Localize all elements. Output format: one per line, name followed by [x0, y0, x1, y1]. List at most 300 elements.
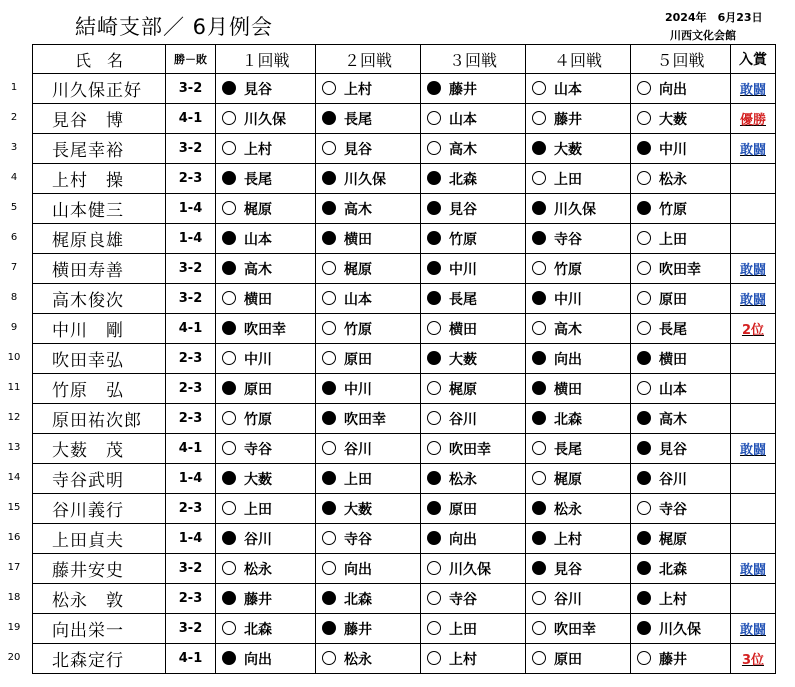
- row-number: 6: [10, 232, 18, 243]
- opponent-name: 竹原: [244, 412, 272, 428]
- opponent-name: 谷川: [659, 472, 687, 488]
- opponent-name: 大薮: [659, 112, 687, 128]
- opponent-name: 高木: [449, 142, 477, 158]
- award-cell: [731, 104, 776, 134]
- opponent-name: 原田: [449, 502, 477, 518]
- opponent-name: 谷川: [449, 412, 477, 428]
- row-number: 8: [10, 292, 18, 303]
- opponent-name: 川久保: [244, 112, 286, 128]
- win-loss-record: 2-3: [166, 374, 216, 404]
- row-number: 9: [10, 322, 18, 333]
- round-5-result: [631, 104, 731, 134]
- table-row: [33, 404, 776, 434]
- loss-mark-icon: [637, 171, 651, 185]
- round-2-result: [316, 74, 421, 104]
- round-2-result: [316, 104, 421, 134]
- row-number: 2: [10, 112, 18, 123]
- table-row: [33, 74, 776, 104]
- player-name: 藤井安史: [33, 554, 166, 584]
- opponent-name: 山本: [554, 82, 582, 98]
- loss-mark-icon: [427, 321, 441, 335]
- opponent-name: 高木: [344, 202, 372, 218]
- win-loss-record: 1-4: [166, 194, 216, 224]
- award-label: 敢闘: [739, 83, 766, 98]
- opponent-name: 原田: [659, 292, 687, 308]
- win-loss-record: 4-1: [166, 314, 216, 344]
- opponent-name: 長尾: [554, 442, 582, 458]
- opponent-name: 藤井: [659, 652, 687, 668]
- win-mark-icon: [427, 531, 441, 545]
- opponent-name: 高木: [659, 412, 687, 428]
- row-number: 3: [10, 142, 18, 153]
- loss-mark-icon: [427, 441, 441, 455]
- opponent-name: 高木: [244, 262, 272, 278]
- round-2-result: [316, 644, 421, 674]
- opponent-name: 谷川: [344, 442, 372, 458]
- win-mark-icon: [637, 621, 651, 635]
- loss-mark-icon: [322, 291, 336, 305]
- loss-mark-icon: [637, 261, 651, 275]
- round-2-result: [316, 584, 421, 614]
- row-number: 7: [10, 262, 18, 273]
- win-mark-icon: [532, 231, 546, 245]
- loss-mark-icon: [322, 441, 336, 455]
- round-5-result: [631, 284, 731, 314]
- round-3-result: [421, 524, 526, 554]
- table-row: [33, 644, 776, 674]
- win-mark-icon: [222, 591, 236, 605]
- round-5-result: [631, 404, 731, 434]
- opponent-name: 川久保: [449, 562, 491, 578]
- col-header-name: 氏 名: [33, 45, 166, 74]
- opponent-name: 向出: [244, 652, 272, 668]
- opponent-name: 見谷: [449, 202, 477, 218]
- win-mark-icon: [322, 471, 336, 485]
- opponent-name: 川久保: [659, 622, 701, 638]
- round-1-result: [216, 524, 316, 554]
- opponent-name: 中川: [244, 352, 272, 368]
- player-name: 北森定行: [33, 644, 166, 674]
- round-1-result: [216, 74, 316, 104]
- round-4-result: [526, 314, 631, 344]
- round-1-result: [216, 644, 316, 674]
- win-loss-record: 2-3: [166, 584, 216, 614]
- win-mark-icon: [322, 501, 336, 515]
- loss-mark-icon: [322, 531, 336, 545]
- player-name: 梶原良雄: [33, 224, 166, 254]
- round-2-result: [316, 614, 421, 644]
- col-header-round-5: ５回戦: [631, 45, 731, 74]
- win-loss-record: 3-2: [166, 284, 216, 314]
- round-5-result: [631, 314, 731, 344]
- row-number: 16: [7, 532, 21, 543]
- opponent-name: 竹原: [344, 322, 372, 338]
- row-number: 10: [7, 352, 21, 363]
- table-row: [33, 494, 776, 524]
- opponent-name: 中川: [449, 262, 477, 278]
- round-4-result: [526, 554, 631, 584]
- loss-mark-icon: [532, 81, 546, 95]
- loss-mark-icon: [322, 561, 336, 575]
- round-1-result: [216, 284, 316, 314]
- loss-mark-icon: [532, 441, 546, 455]
- opponent-name: 寺谷: [659, 502, 687, 518]
- opponent-name: 上村: [659, 592, 687, 608]
- opponent-name: 原田: [344, 352, 372, 368]
- round-4-result: [526, 524, 631, 554]
- row-number: 13: [7, 442, 21, 453]
- player-name: 谷川義行: [33, 494, 166, 524]
- round-2-result: [316, 344, 421, 374]
- opponent-name: 大薮: [344, 502, 372, 518]
- round-2-result: [316, 554, 421, 584]
- round-5-result: [631, 134, 731, 164]
- opponent-name: 長尾: [659, 322, 687, 338]
- win-loss-record: 4-1: [166, 104, 216, 134]
- round-5-result: [631, 164, 731, 194]
- round-2-result: [316, 134, 421, 164]
- loss-mark-icon: [637, 291, 651, 305]
- loss-mark-icon: [637, 81, 651, 95]
- round-5-result: [631, 434, 731, 464]
- round-5-result: [631, 254, 731, 284]
- player-name: 向出栄一: [33, 614, 166, 644]
- award-cell: [731, 74, 776, 104]
- round-3-result: [421, 284, 526, 314]
- award-label: 優勝: [739, 113, 766, 128]
- opponent-name: 横田: [554, 382, 582, 398]
- win-mark-icon: [322, 201, 336, 215]
- loss-mark-icon: [427, 591, 441, 605]
- loss-mark-icon: [322, 261, 336, 275]
- opponent-name: 上村: [244, 142, 272, 158]
- loss-mark-icon: [222, 351, 236, 365]
- win-mark-icon: [532, 141, 546, 155]
- round-5-result: [631, 194, 731, 224]
- player-name: 竹原 弘: [33, 374, 166, 404]
- round-4-result: [526, 284, 631, 314]
- round-3-result: [421, 104, 526, 134]
- player-name: 山本健三: [33, 194, 166, 224]
- row-number: 11: [7, 382, 21, 393]
- round-4-result: [526, 164, 631, 194]
- col-header-round-3: ３回戦: [421, 45, 526, 74]
- round-1-result: [216, 104, 316, 134]
- award-cell: [731, 584, 776, 614]
- round-1-result: [216, 404, 316, 434]
- round-3-result: [421, 344, 526, 374]
- opponent-name: 川久保: [344, 172, 386, 188]
- opponent-name: 竹原: [449, 232, 477, 248]
- opponent-name: 藤井: [554, 112, 582, 128]
- win-mark-icon: [427, 171, 441, 185]
- round-5-result: [631, 614, 731, 644]
- player-name: 横田寿善: [33, 254, 166, 284]
- loss-mark-icon: [532, 591, 546, 605]
- opponent-name: 長尾: [244, 172, 272, 188]
- opponent-name: 向出: [449, 532, 477, 548]
- round-4-result: [526, 584, 631, 614]
- opponent-name: 見谷: [554, 562, 582, 578]
- award-cell: [731, 434, 776, 464]
- loss-mark-icon: [222, 411, 236, 425]
- table-row: [33, 194, 776, 224]
- loss-mark-icon: [427, 621, 441, 635]
- opponent-name: 藤井: [344, 622, 372, 638]
- award-label: 2位: [741, 323, 765, 338]
- loss-mark-icon: [322, 141, 336, 155]
- win-loss-record: 3-2: [166, 254, 216, 284]
- round-3-result: [421, 194, 526, 224]
- row-number: 4: [10, 172, 18, 183]
- win-mark-icon: [427, 291, 441, 305]
- win-mark-icon: [637, 561, 651, 575]
- opponent-name: 梶原: [344, 262, 372, 278]
- win-mark-icon: [532, 531, 546, 545]
- win-loss-record: 1-4: [166, 224, 216, 254]
- win-mark-icon: [532, 381, 546, 395]
- opponent-name: 見谷: [244, 82, 272, 98]
- round-3-result: [421, 494, 526, 524]
- round-3-result: [421, 464, 526, 494]
- opponent-name: 山本: [244, 232, 272, 248]
- opponent-name: 北森: [344, 592, 372, 608]
- win-mark-icon: [637, 531, 651, 545]
- win-mark-icon: [322, 411, 336, 425]
- loss-mark-icon: [222, 141, 236, 155]
- player-name: 長尾幸裕: [33, 134, 166, 164]
- loss-mark-icon: [322, 321, 336, 335]
- row-number: 1: [10, 82, 18, 93]
- loss-mark-icon: [532, 261, 546, 275]
- win-loss-record: 3-2: [166, 614, 216, 644]
- opponent-name: 山本: [344, 292, 372, 308]
- award-label: 敢闘: [739, 623, 766, 638]
- round-3-result: [421, 254, 526, 284]
- win-mark-icon: [222, 651, 236, 665]
- opponent-name: 寺谷: [244, 442, 272, 458]
- loss-mark-icon: [532, 471, 546, 485]
- round-1-result: [216, 164, 316, 194]
- award-label: 敢闘: [739, 263, 766, 278]
- round-1-result: [216, 194, 316, 224]
- win-loss-record: 3-2: [166, 74, 216, 104]
- loss-mark-icon: [427, 141, 441, 155]
- round-2-result: [316, 524, 421, 554]
- win-mark-icon: [637, 201, 651, 215]
- opponent-name: 藤井: [449, 82, 477, 98]
- round-3-result: [421, 374, 526, 404]
- round-1-result: [216, 134, 316, 164]
- loss-mark-icon: [322, 81, 336, 95]
- opponent-name: 中川: [659, 142, 687, 158]
- win-mark-icon: [222, 471, 236, 485]
- round-3-result: [421, 584, 526, 614]
- opponent-name: 藤井: [244, 592, 272, 608]
- round-1-result: [216, 434, 316, 464]
- player-name: 松永 敦: [33, 584, 166, 614]
- win-mark-icon: [322, 111, 336, 125]
- opponent-name: 北森: [244, 622, 272, 638]
- round-3-result: [421, 314, 526, 344]
- table-row: [33, 554, 776, 584]
- round-4-result: [526, 494, 631, 524]
- win-mark-icon: [427, 201, 441, 215]
- opponent-name: 上田: [554, 172, 582, 188]
- award-cell: [731, 134, 776, 164]
- opponent-name: 大薮: [244, 472, 272, 488]
- win-mark-icon: [222, 231, 236, 245]
- round-1-result: [216, 554, 316, 584]
- loss-mark-icon: [222, 501, 236, 515]
- opponent-name: 大薮: [449, 352, 477, 368]
- loss-mark-icon: [322, 351, 336, 365]
- win-loss-record: 2-3: [166, 164, 216, 194]
- opponent-name: 長尾: [449, 292, 477, 308]
- opponent-name: 竹原: [554, 262, 582, 278]
- opponent-name: 中川: [344, 382, 372, 398]
- opponent-name: 梶原: [244, 202, 272, 218]
- header-row: [33, 45, 776, 74]
- round-1-result: [216, 254, 316, 284]
- award-label: 敢闘: [739, 563, 766, 578]
- player-name: 上田貞夫: [33, 524, 166, 554]
- round-3-result: [421, 614, 526, 644]
- round-3-result: [421, 434, 526, 464]
- win-loss-record: 1-4: [166, 464, 216, 494]
- loss-mark-icon: [222, 621, 236, 635]
- player-name: 大薮 茂: [33, 434, 166, 464]
- loss-mark-icon: [637, 381, 651, 395]
- win-mark-icon: [322, 621, 336, 635]
- win-loss-record: 2-3: [166, 494, 216, 524]
- opponent-name: 北森: [659, 562, 687, 578]
- table-row: [33, 224, 776, 254]
- win-mark-icon: [427, 231, 441, 245]
- award-label: 敢闘: [739, 143, 766, 158]
- round-4-result: [526, 344, 631, 374]
- row-number: 18: [7, 592, 21, 603]
- player-name: 上村 操: [33, 164, 166, 194]
- award-cell: [731, 314, 776, 344]
- row-number: 17: [7, 562, 21, 573]
- opponent-name: 中川: [554, 292, 582, 308]
- player-name: 高木俊次: [33, 284, 166, 314]
- award-cell: [731, 164, 776, 194]
- round-5-result: [631, 644, 731, 674]
- loss-mark-icon: [222, 291, 236, 305]
- row-number: 19: [7, 622, 21, 633]
- table-row: [33, 314, 776, 344]
- round-2-result: [316, 164, 421, 194]
- table-row: [33, 614, 776, 644]
- round-2-result: [316, 284, 421, 314]
- opponent-name: 松永: [449, 472, 477, 488]
- loss-mark-icon: [222, 441, 236, 455]
- table-row: [33, 254, 776, 284]
- opponent-name: 吹田幸: [344, 412, 386, 428]
- loss-mark-icon: [532, 111, 546, 125]
- award-cell: [731, 464, 776, 494]
- player-name: 寺谷武明: [33, 464, 166, 494]
- round-4-result: [526, 464, 631, 494]
- opponent-name: 山本: [659, 382, 687, 398]
- round-3-result: [421, 404, 526, 434]
- opponent-name: 上田: [659, 232, 687, 248]
- round-2-result: [316, 314, 421, 344]
- table-row: [33, 434, 776, 464]
- round-1-result: [216, 494, 316, 524]
- loss-mark-icon: [637, 501, 651, 515]
- opponent-name: 寺谷: [554, 232, 582, 248]
- opponent-name: 寺谷: [449, 592, 477, 608]
- opponent-name: 松永: [554, 502, 582, 518]
- opponent-name: 吹田幸: [449, 442, 491, 458]
- opponent-name: 梶原: [554, 472, 582, 488]
- loss-mark-icon: [637, 321, 651, 335]
- award-cell: [731, 254, 776, 284]
- opponent-name: 向出: [659, 82, 687, 98]
- loss-mark-icon: [427, 411, 441, 425]
- round-3-result: [421, 644, 526, 674]
- row-number: 5: [10, 202, 18, 213]
- win-mark-icon: [532, 291, 546, 305]
- round-5-result: [631, 584, 731, 614]
- round-2-result: [316, 464, 421, 494]
- award-cell: [731, 524, 776, 554]
- col-header-round-1: １回戦: [216, 45, 316, 74]
- row-number: 12: [7, 412, 21, 423]
- player-name: 川久保正好: [33, 74, 166, 104]
- win-mark-icon: [427, 471, 441, 485]
- round-5-result: [631, 494, 731, 524]
- win-mark-icon: [532, 201, 546, 215]
- win-loss-record: 2-3: [166, 344, 216, 374]
- round-1-result: [216, 344, 316, 374]
- round-1-result: [216, 314, 316, 344]
- round-5-result: [631, 224, 731, 254]
- opponent-name: 山本: [449, 112, 477, 128]
- player-name: 吹田幸弘: [33, 344, 166, 374]
- loss-mark-icon: [427, 381, 441, 395]
- loss-mark-icon: [532, 321, 546, 335]
- table-row: [33, 344, 776, 374]
- win-mark-icon: [222, 261, 236, 275]
- round-5-result: [631, 464, 731, 494]
- round-2-result: [316, 404, 421, 434]
- win-mark-icon: [222, 321, 236, 335]
- round-5-result: [631, 74, 731, 104]
- round-2-result: [316, 494, 421, 524]
- row-number: 20: [7, 652, 21, 663]
- loss-mark-icon: [222, 201, 236, 215]
- opponent-name: 高木: [554, 322, 582, 338]
- win-loss-record: 4-1: [166, 434, 216, 464]
- win-mark-icon: [637, 591, 651, 605]
- award-label: 敢闘: [739, 443, 766, 458]
- results-table: [32, 44, 776, 674]
- win-loss-record: 3-2: [166, 134, 216, 164]
- loss-mark-icon: [427, 651, 441, 665]
- round-2-result: [316, 194, 421, 224]
- round-1-result: [216, 464, 316, 494]
- opponent-name: 横田: [344, 232, 372, 248]
- award-cell: [731, 644, 776, 674]
- table-row: [33, 284, 776, 314]
- opponent-name: 吹田幸: [659, 262, 701, 278]
- round-5-result: [631, 344, 731, 374]
- col-header-round-4: ４回戦: [526, 45, 631, 74]
